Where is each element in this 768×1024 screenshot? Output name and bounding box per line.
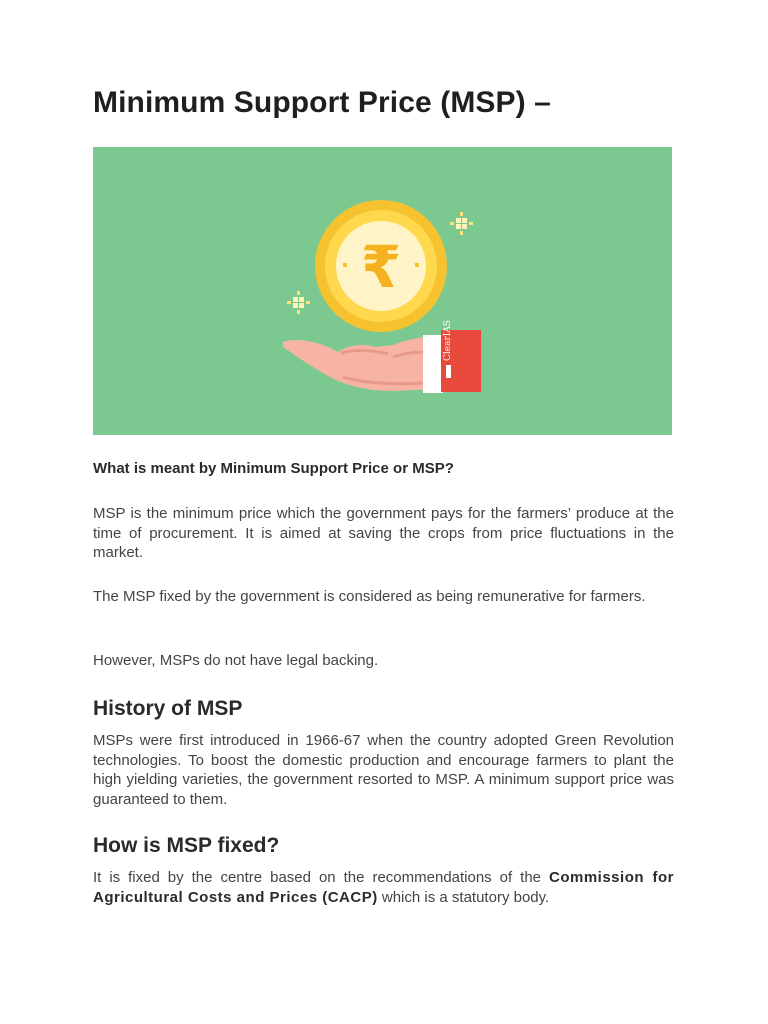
how-fixed-paragraph <box>93 868 674 907</box>
question-heading: What is meant by Minimum Support Price or MSP? <box>93 460 454 477</box>
paragraph-legal-backing: However, MSPs do not have legal backing. <box>93 652 379 669</box>
paragraph-msp-definition: MSP is the minimum price which the government pays for the farmers’ produce at the time of procurement. It is aimed at saving the crops from price fluctuations in the market. <box>93 505 674 561</box>
how-fixed-text-before: It is fixed by the centre based on the recommendations of the <box>93 869 549 886</box>
how-fixed-text-after: which is a statutory body. <box>377 888 550 906</box>
sparkle-icon <box>450 212 473 235</box>
history-heading: History of MSP <box>93 697 243 720</box>
cuff-brand-text: ClearIAS <box>443 320 453 361</box>
hero-svg <box>93 147 672 435</box>
hero-illustration <box>93 147 672 435</box>
history-paragraph: MSPs were first introduced in 1966-67 when the country adopted Green Revolution technologies. To boost the domestic production and encourage farmers to plant the high yielding varieties, the government resorted to MSP. A minimum support price was guaranteed to them. <box>93 732 674 808</box>
page-title: Minimum Support Price (MSP) – <box>93 86 551 119</box>
rupee-coin-icon <box>315 200 447 332</box>
coin-symbol: ₹ <box>360 233 402 301</box>
sparkle-icon <box>287 291 310 314</box>
paragraph-msp-remunerative: The MSP fixed by the government is considered as being remunerative for farmers. <box>93 588 646 605</box>
how-fixed-heading: How is MSP fixed? <box>93 834 280 857</box>
cacp-bold-text: Commission for Agricultural Costs and Prices (CACP) <box>93 869 674 906</box>
